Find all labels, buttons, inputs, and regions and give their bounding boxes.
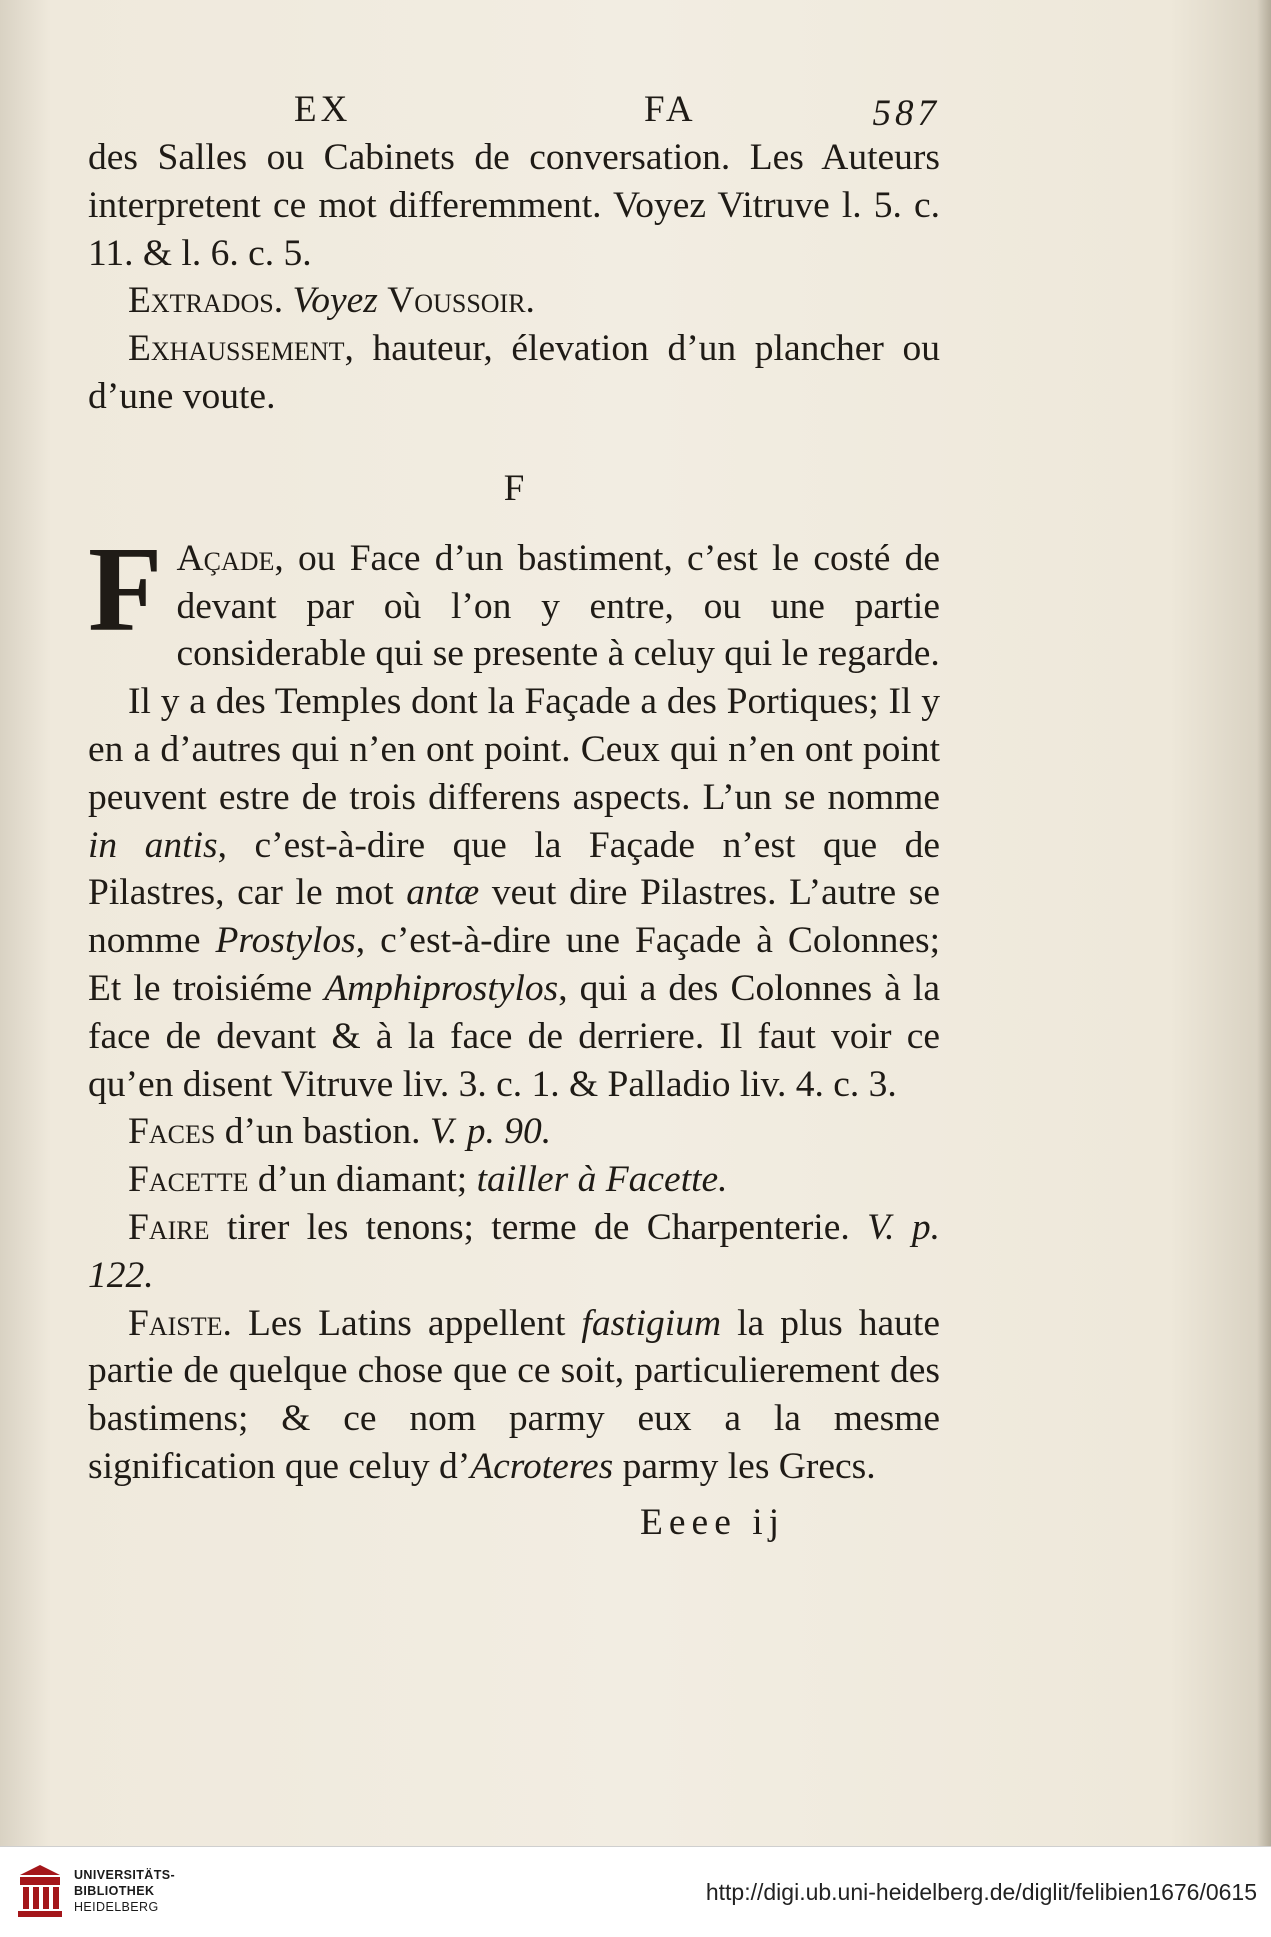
cross-ref: tailler à Facette. <box>476 1159 728 1201</box>
entry-facade-continued <box>88 678 940 1108</box>
entry-text: tirer les tenons; terme de Charpenterie. <box>209 1206 868 1248</box>
entry-text: , ou Face d’un bastiment, c’est le costé de devant par où l’on y entre, ou une partie considerable qui se presente à celuy qui le regarde. <box>176 537 940 675</box>
viewer-footer <box>0 1846 1271 1937</box>
entry-term: Extrados. <box>128 280 284 322</box>
permalink-url[interactable]: http://digi.ub.uni-heidelberg.de/diglit/felibien1676/0615 <box>705 1879 1257 1905</box>
section-letter-heading: F <box>503 467 525 509</box>
running-head-center: FA <box>644 89 697 130</box>
entry-term: Exhaussement <box>128 328 345 370</box>
library-name <box>74 1867 175 1915</box>
text-block <box>88 86 940 1547</box>
entry-text: d’un bastion. <box>215 1111 430 1153</box>
page-number: 587 <box>872 93 940 134</box>
entry-exhaussement <box>88 325 940 421</box>
italic-term: in antis <box>88 824 218 866</box>
entry-text: d’un diamant; <box>248 1159 477 1201</box>
running-head-left: EX <box>294 89 352 130</box>
cross-ref-label: Voyez <box>292 280 378 322</box>
paragraph-continuation: des Salles ou Cabinets de conversation. Les Auteurs interpretent ce mot differemment. Voyez Vitruve l. 5. c. 11. & l. 6. c. 5. <box>88 137 940 274</box>
entry-text: , hauteur, élevation d’un plancher ou d’une voute. <box>88 328 940 417</box>
cross-ref: V. p. 122. <box>88 1206 940 1296</box>
italic-term: Amphiprostylos <box>324 967 559 1009</box>
text-run: , qui a des Colonnes à la face de devant & à la face de derriere. Il faut voir ce qu’en disent Vitruve liv. 3. c. 1. & Palladio liv. 4. c. 3. <box>88 967 940 1105</box>
italic-term: antæ <box>406 872 480 914</box>
cross-ref-target: Voussoir. <box>387 280 535 322</box>
text-run: , c’est-à-dire une Façade à Colonnes; Et le troisiéme <box>88 920 940 1009</box>
text-run: , c’est-à-dire que la Façade n’est que de Pilastres, car le mot <box>88 824 940 914</box>
text-run: la plus haute partie de quelque chose que ce soit, particulierement des bastimens; & ce nom parmy eux a la mesme signification que celuy d’ <box>88 1302 940 1487</box>
library-name-line: BIBLIOTHEK <box>74 1884 155 1898</box>
entry-term: Açade <box>176 537 275 579</box>
entry-facade <box>88 521 940 678</box>
entry-facette <box>88 1156 940 1204</box>
entry-term: Facette <box>128 1159 249 1201</box>
entry-faire <box>88 1204 940 1300</box>
cross-ref: V. p. 90. <box>429 1111 552 1153</box>
entry-extrados <box>88 277 940 325</box>
text-run: Les Latins appellent <box>231 1302 582 1344</box>
text-run: veut dire Pilastres. L’autre se nomme <box>88 872 940 962</box>
entry-term: Faiste. <box>128 1302 232 1344</box>
drop-cap: F <box>88 521 163 657</box>
running-head <box>88 86 940 134</box>
entry-term: Faire <box>128 1206 210 1248</box>
catchword-signature: Eeee ij <box>640 1501 786 1543</box>
library-name-line: UNIVERSITÄTS- <box>74 1868 176 1882</box>
university-seal-icon <box>14 1863 66 1921</box>
entry-term: Faces <box>128 1111 216 1153</box>
italic-term: Prostylos <box>215 920 356 962</box>
italic-term: Acroteres <box>470 1445 614 1487</box>
italic-term: fastigium <box>581 1302 722 1344</box>
entry-faces <box>88 1108 940 1156</box>
text-run: parmy les Grecs. <box>613 1445 876 1487</box>
entry-faiste <box>88 1300 940 1491</box>
text-run: Il y a des Temples dont la Façade a des Portiques; Il y en a d’autres qui n’en ont point. Ceux qui n’en ont point peuvent estre de trois differens aspects. L’un se nomme <box>88 681 940 818</box>
library-name-line: HEIDELBERG <box>74 1900 159 1914</box>
